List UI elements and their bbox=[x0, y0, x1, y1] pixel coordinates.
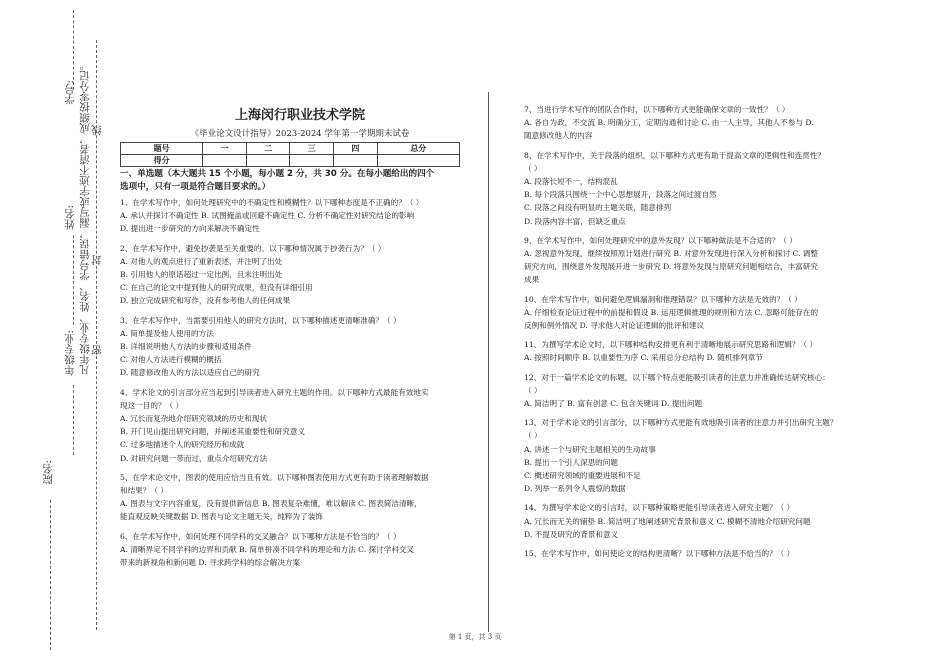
score-row-label: 得分 bbox=[121, 155, 203, 167]
question-option-line: B. 详细说明他人方法的步骤和适用条件 bbox=[120, 342, 252, 352]
question-item bbox=[524, 149, 870, 228]
cut-line-mark-3: 线 bbox=[91, 125, 103, 136]
student-no-label: 学号: bbox=[64, 80, 76, 105]
question-option-line: A. 图表与文字内容重复，没有提供新信息 B. 图表复杂难懂，难以解读 C. 图表简洁清晰， bbox=[120, 499, 422, 509]
question-option-line: D. 提出进一步研究的方向来解决不确定性 bbox=[120, 224, 260, 234]
question-item bbox=[120, 530, 472, 570]
cut-line-mark-1: 密 bbox=[91, 345, 103, 356]
name-field-line bbox=[73, 235, 74, 325]
name-label: 姓名: bbox=[64, 205, 76, 230]
score-table-header-row bbox=[121, 143, 460, 155]
college-field-line bbox=[50, 500, 51, 650]
question-option-line: A. 简洁明了 B. 富有创意 C. 包含关键词 D. 提出问题 bbox=[524, 399, 703, 409]
question-item bbox=[524, 547, 870, 560]
question-option-line: （ ） bbox=[524, 163, 542, 173]
question-option-line: B. 提出一个引人深思的问题 bbox=[524, 457, 618, 467]
question-option-line: C. 概述研究领域的重要进展和不足 bbox=[524, 471, 641, 481]
warning-text: 凡年级专业、姓名、学号错误，漏写或字迹不清者，成绩按零分记。 bbox=[79, 60, 91, 375]
cut-line-mark-2: 封 bbox=[91, 255, 103, 266]
question-stem: 12、对于一篇学术论文的标题，以下哪个特点更能吸引读者的注意力并准确传达研究核心： bbox=[524, 372, 830, 382]
question-stem: 4、学术论文的引言部分应当起到引导读者进入研究主题的作用。以下哪种方式最能有效地实 bbox=[120, 387, 429, 397]
college-label: 院名: bbox=[42, 460, 54, 485]
question-option-line: 带来的新视角和新问题 D. 寻求跨学科的综合解决方案 bbox=[120, 558, 301, 568]
question-option-line: （ ） bbox=[524, 385, 542, 395]
question-option-line: 能直观反映关键数据 D. 图表与论文主题无关，纯粹为了装饰 bbox=[120, 512, 323, 522]
question-option-line: A. 各自为政，不交流 B. 明确分工，定期沟通和讨论 C. 由一人主导，其他人不参与 D. bbox=[524, 118, 814, 128]
question-stem: 6、在学术写作中，如何处理不同学科的交叉融合？以下哪种方法是不恰当的？（ ） bbox=[120, 531, 401, 541]
question-item bbox=[120, 314, 472, 380]
question-stem: 8、在学术写作中，关于段落的组织，以下哪种方式更有助于提高文章的逻辑性和连贯性？ bbox=[524, 150, 825, 160]
exam-subtitle: 《毕业论文设计指导》2023-2024 学年第一学期期末试卷 bbox=[190, 129, 410, 139]
page-footer: 第 1 页，共 3 页 bbox=[448, 633, 502, 641]
question-option-line: 反例和例外情况 D. 寻求他人对论证逻辑的批评和建议 bbox=[524, 321, 705, 331]
question-stem: 11、为撰写学术论文时，以下哪种结构安排更有利于清晰地展示研究思路和逻辑？（ ） bbox=[524, 340, 818, 350]
question-option-line: A. 段落长短不一，结构混乱 bbox=[524, 177, 618, 187]
question-option-line: C. 在自己的论文中提到他人的研究成果，但没有详细引用 bbox=[120, 283, 313, 293]
question-option-line: B. 每个段落只围绕一个中心思想展开，段落之间过渡自然 bbox=[524, 190, 717, 200]
question-stem: 7、当进行学术写作的团队合作时，以下哪种方式更能确保文章的一致性？（ ） bbox=[524, 105, 790, 114]
question-option-line: A. 冗长而复杂地介绍研究领域的历史和现状 bbox=[120, 414, 267, 424]
question-option-line: A. 承认并探讨不确定性 B. 试图掩盖或回避不确定性 C. 分析不确定性对研究结论的影响 bbox=[120, 211, 415, 221]
question-option-line: C. 过多地描述个人的研究经历和成就 bbox=[120, 440, 245, 450]
score-header-cell: 总分 bbox=[377, 143, 459, 155]
question-option-line: 成果 bbox=[524, 275, 540, 285]
score-table-score-row bbox=[121, 155, 460, 167]
section-heading bbox=[120, 168, 472, 194]
question-option-line: A. 对他人的观点进行了重新表述，并注明了出处 bbox=[120, 256, 283, 266]
question-option-line: 和结果？（ ） bbox=[120, 486, 168, 496]
question-option-line: C. 对他人方法进行模糊的概括 bbox=[120, 355, 222, 365]
question-option-line: A. 简单提及他人使用的方法 bbox=[120, 328, 214, 338]
question-option-line: A. 忽视意外发现，继续按照原计划进行研究 B. 对意外发现进行深入分析和探讨 C. 调整 bbox=[524, 249, 819, 259]
name-field-line bbox=[73, 10, 74, 90]
section-heading-line: 选项中，只有一项是符合题目要求的。） bbox=[120, 182, 271, 192]
question-stem: 15、在学术写作中，如何使论文的结构更清晰？以下哪种方法是不恰当的？（ ） bbox=[524, 549, 795, 559]
score-cell[interactable] bbox=[246, 155, 290, 167]
question-option-line: A. 仔细检查论证过程中的前提和假设 B. 运用逻辑推理的规则和方法 C. 忽略可能存在的 bbox=[524, 307, 819, 317]
name-field-line bbox=[73, 385, 74, 455]
exam-title: 上海闵行职业技术学院 bbox=[234, 108, 365, 123]
score-cell[interactable] bbox=[377, 155, 459, 167]
score-header-cell: 三 bbox=[290, 143, 334, 155]
question-option-line: D. 随意修改他人的方法以适应自己的研究 bbox=[120, 368, 260, 378]
question-stem: 13、对于学术论文的引言部分，以下哪种方式更能有效地吸引读者的注意力并引出研究主题？ bbox=[524, 418, 838, 428]
question-stem: 3、在学术写作中，当需要引用他人的研究方法时，以下哪种描述更清晰准确？（ ） bbox=[120, 315, 401, 325]
question-item bbox=[524, 416, 870, 495]
question-item bbox=[524, 234, 870, 287]
question-option-line: 研究方向，围绕意外发现展开进一步研究 D. 将意外发现与原研究问题相结合，丰富研究 bbox=[524, 262, 819, 272]
question-option-line: A. 清晰界定不同学科的边界和贡献 B. 简单拼凑不同学科的理论和方法 C. 探讨学科交叉 bbox=[120, 544, 415, 554]
question-stem: 1、在学术写作中，如何处理研究中的不确定性和模糊性？以下哪种态度是不正确的？（ ） bbox=[120, 198, 424, 207]
question-list-left bbox=[120, 196, 472, 569]
question-item bbox=[120, 242, 472, 308]
question-item bbox=[120, 386, 472, 465]
question-option-line: 现这一目的？（ ） bbox=[120, 400, 184, 410]
question-item bbox=[524, 371, 870, 411]
question-item bbox=[524, 501, 870, 541]
score-cell[interactable] bbox=[334, 155, 378, 167]
question-stem: 14、为撰写学术论文的引言时，以下哪种策略更能引导读者进入研究主题？（ ） bbox=[524, 503, 795, 513]
question-option-line: B. 引用他人的原话超过一定比例，且未注明出处 bbox=[120, 270, 283, 280]
question-option-line: D. 列举一系列令人震惊的数据 bbox=[524, 484, 626, 494]
question-list-right bbox=[524, 103, 870, 560]
question-option-line: A. 按照时间顺序 B. 以重要性为序 C. 采用总分总结构 D. 随机排列章节 bbox=[524, 353, 763, 363]
cut-line bbox=[96, 40, 97, 630]
question-option-line: D. 对研究问题一带而过，重点介绍研究方法 bbox=[120, 453, 268, 463]
question-stem: 5、在学术论文中，图表的使用应恰当且有效。以下哪种图表使用方式更有助于读者理解数据 bbox=[120, 472, 429, 482]
question-stem: 2、在学术写作中，避免抄袭是至关重要的。以下哪种情况属于抄袭行为？（ ） bbox=[120, 243, 386, 253]
right-column bbox=[524, 103, 870, 566]
question-item bbox=[524, 338, 870, 364]
question-stem: 9、在学术写作中，如何处理研究中的意外发现？以下哪种做法是不合适的？（ ） bbox=[524, 235, 798, 245]
left-column bbox=[120, 168, 472, 575]
question-option-line: A. 冗长而无关的铺垫 B. 简洁明了地阐述研究背景和意义 C. 模糊不清地介绍研究问题 bbox=[524, 516, 811, 526]
question-option-line: C. 段落之间没有明显的主题关联，随意排列 bbox=[524, 203, 672, 213]
question-option-line: D. 段落内容丰富，但缺乏重点 bbox=[524, 216, 626, 226]
question-item bbox=[524, 103, 870, 143]
score-cell[interactable] bbox=[290, 155, 334, 167]
section-heading-line: 一、单选题（本大题共 15 个小题，每小题 2 分，共 30 分。在每小题给出的四个 bbox=[120, 169, 435, 179]
question-option-line: D. 不提及研究的背景和意义 bbox=[524, 529, 619, 539]
question-option-line: B. 开门见山提出研究问题，并阐述其重要性和研究意义 bbox=[120, 427, 306, 437]
question-item bbox=[524, 293, 870, 333]
score-header-cell: 四 bbox=[334, 143, 378, 155]
score-header-cell: 二 bbox=[246, 143, 290, 155]
score-header-cell: 题号 bbox=[121, 143, 203, 155]
score-table bbox=[120, 142, 460, 167]
question-option-line: D. 独立完成研究和写作，没有参考他人的任何成果 bbox=[120, 296, 291, 306]
question-option-line: （ ） bbox=[524, 431, 542, 441]
question-item bbox=[120, 196, 472, 236]
score-cell[interactable] bbox=[203, 155, 247, 167]
question-item bbox=[120, 471, 472, 524]
question-option-line: 随意修改他人的内容 bbox=[524, 131, 593, 141]
class-label: 年级专业: bbox=[64, 330, 76, 376]
question-option-line: A. 讲述一个与研究主题相关的生动故事 bbox=[524, 444, 656, 454]
score-header-cell: 一 bbox=[203, 143, 247, 155]
question-stem: 10、在学术写作中，如何避免逻辑漏洞和推理错误？以下哪种方法是无效的？（ ） bbox=[524, 294, 802, 304]
column-divider bbox=[488, 92, 489, 632]
